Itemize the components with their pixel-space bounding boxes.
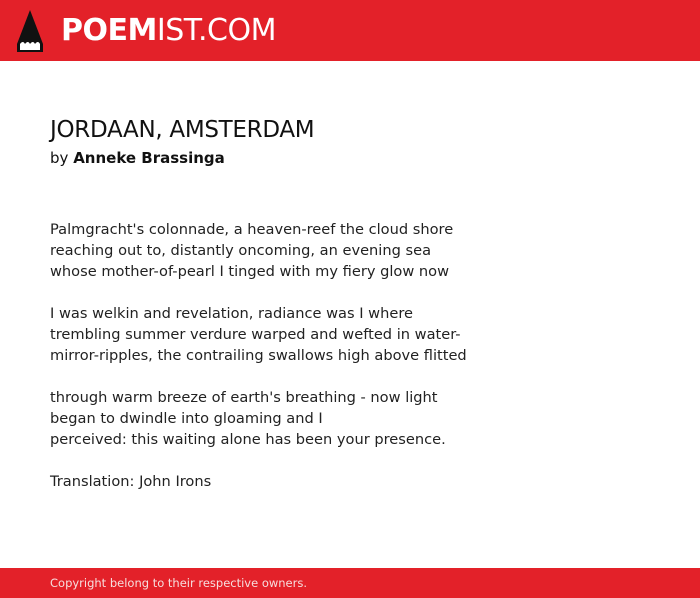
poem-author: Anneke Brassinga [73, 149, 225, 167]
poem-byline [50, 149, 225, 167]
copyright-text: Copyright belong to their respective owners. [50, 576, 308, 590]
poem-title: JORDAAN, AMSTERDAM [50, 117, 315, 143]
site-logo-text [61, 9, 276, 53]
pencil-tip-icon [17, 10, 43, 52]
poem-line: Palmgracht's colonnade, a heaven-reef the cloud shore [50, 221, 454, 238]
poem-stanza [50, 219, 670, 282]
logo-bold-text: POEM [61, 13, 157, 48]
poem-line: perceived: this waiting alone has been your presence. [50, 431, 446, 448]
poem-line: through warm breeze of earth's breathing - now light [50, 389, 438, 406]
logo-light-text: IST.COM [156, 13, 276, 48]
poem-stanza [50, 387, 670, 450]
site-footer [0, 568, 700, 598]
poem-line: began to dwindle into gloaming and I [50, 410, 323, 427]
site-header [0, 0, 700, 61]
poem-line: reaching out to, distantly oncoming, an evening sea [50, 242, 432, 259]
poem-line: I was welkin and revelation, radiance was I where [50, 305, 414, 322]
poem-line: trembling summer verdure warped and wefted in water- [50, 326, 461, 343]
poem-line: whose mother-of-pearl I tinged with my fiery glow now [50, 263, 450, 280]
poem-body [50, 219, 670, 492]
translation-credit: Translation: John Irons [50, 473, 212, 490]
poem-stanza [50, 303, 670, 366]
poem-line: mirror-ripples, the contrailing swallows high above flitted [50, 347, 467, 364]
by-label: by [50, 149, 69, 167]
site-logo-link[interactable] [17, 9, 276, 53]
